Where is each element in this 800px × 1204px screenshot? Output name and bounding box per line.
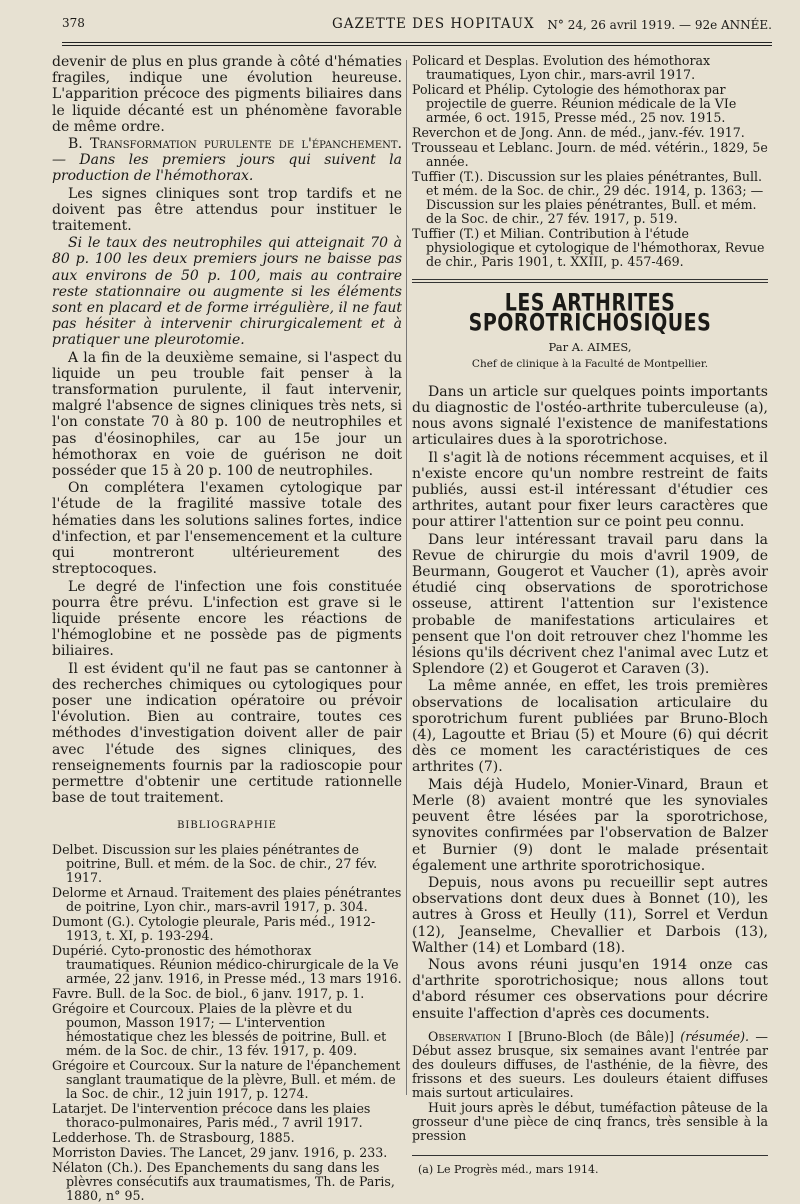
observation-note: (résumée).: [680, 1028, 750, 1044]
footnote: (a) Le Progrès méd., mars 1914.: [418, 1162, 599, 1176]
paragraph: La même année, en effet, les trois premières observations de localisation articulaire du sporotrichum furent publiées par Bruno-Bloch (4), Lagoutte et Briau (5) et Moure (6) qui décrit dès ce moment les caractéristiques de ces arthrites (7).: [412, 678, 768, 776]
section-rule: [412, 279, 768, 280]
bib-entry: Delbet. Discussion sur les plaies pénétrantes de poitrine, Bull. et mém. de la Soc. de chir., 27 fév. 1917.: [52, 841, 378, 885]
observation-text: Huit jours après le début, tuméfaction pâteuse de la grosseur d'une pièce de cinq francs, très sensible à la pression: [412, 1099, 768, 1143]
column-divider: [406, 60, 407, 1095]
paragraph: Il est évident qu'il ne faut pas se cantonner à des recherches chimiques ou cytologiques pour poser une indication opératoire ou prévoir l'évolution. Bien au contraire, toutes ces méthodes d'investigation doivent aller de pair avec l'étude des signes cliniques, des renseignements fournis par la radioscopie pour permettre d'obtenir une certitude rationnelle base de tout traitement.: [52, 660, 402, 807]
footnote-rule: [412, 1155, 768, 1156]
observation: [412, 1030, 768, 1143]
observation-body: — Début assez brusque, six semaines avant l'entrée par des douleurs diffuses, de l'asthénie, de la fièvre, des frissons et des sueurs. Les douleurs étaient diffuses mais surtout articulaires.: [412, 1028, 768, 1100]
observation-text: [412, 1030, 768, 1100]
paragraph: [52, 235, 402, 348]
section-rule: [412, 282, 768, 283]
author-affiliation: Chef de clinique à la Faculté de Montpellier.: [471, 357, 709, 370]
bib-entry: Grégoire et Courcoux. Sur la nature de l'épanchement sanglant traumatique de la plèvre, Bull. et mém. de la Soc. de chir., 12 juin 1917, p. 1274.: [52, 1057, 401, 1101]
paragraph: Dans un article sur quelques points importants du diagnostic de l'ostéo-arthrite tuberculeuse (a), nous avons signalé l'existence de manifestations articulaires dues à la sporotrichose.: [412, 383, 768, 449]
bib-entry: Nélaton (Ch.). Des Epanchements du sang dans les plèvres consécutifs aux traumatismes, Th. de Paris, 1880, n° 95.: [52, 1159, 395, 1203]
bibliography-list: [52, 843, 402, 1203]
bib-entry: Latarjet. De l'intervention précoce dans les plaies thoraco-pulmonaires, Paris méd., 7 avril 1917.: [52, 1100, 371, 1130]
bib-entry: Reverchon et de Jong. Ann. de méd., janv.-fév. 1917.: [412, 125, 745, 140]
header-rule: [62, 42, 772, 46]
bibliography-list-continued: [412, 54, 768, 269]
page-header: [62, 14, 772, 36]
bib-entry: Dumont (G.). Cytologie pleurale, Paris méd., 1912-1913, t. XI, p. 193-294.: [52, 913, 376, 943]
paragraph: Nous avons réuni jusqu'en 1914 onze cas d'arthrite sporotrichosique; nous allons tout d'abord résumer ces observations pour décrire ensuite l'affection d'après ces documents.: [412, 956, 768, 1022]
section-label: B. Transformation purulente de l'épanchement.: [68, 136, 402, 153]
bib-entry: Grégoire et Courcoux. Plaies de la plèvre et du poumon, Masson 1917; — L'intervention hémostatique chez les blessés de poitrine, Bull. et mém. de la Soc. de chir., 13 fév. 1917, p. 409.: [52, 1000, 387, 1058]
paragraph: Mais déjà Hudelo, Monier-Vinard, Braun et Merle (8) avaient montré que les synoviales peuvent être lésées par la sporotrichose, synovites confirmées par l'observation de Balzer et Burnier (9) dont le malade présentait également une arthrite sporotrichosique.: [412, 776, 768, 874]
journal-title: GAZETTE DES HOPITAUX: [332, 16, 535, 32]
bib-entry: Favre. Bull. de la Soc. de biol., 6 janv. 1917, p. 1.: [52, 985, 365, 1001]
issue-info: N° 24, 26 avril 1919. — 92e ANNÉE.: [547, 18, 772, 32]
bib-entry: Policard et Phélip. Cytologie des hémothorax par projectile de guerre. Réunion médicale de la VIe armée, 6 oct. 1915, Presse méd., 25 nov. 1915.: [412, 82, 737, 125]
bib-entry: Delorme et Arnaud. Traitement des plaies pénétrantes de poitrine, Lyon chir., mars-avril 1917, p. 304.: [52, 884, 402, 914]
right-column: [412, 54, 768, 1178]
paragraph: A la fin de la deuxième semaine, si l'aspect du liquide un peu trouble fait penser à la transformation purulente, il faut intervenir, malgré l'absence de signes cliniques très nets, si l'on constate 70 à 80 p. 100 de neutrophiles et pas d'éosinophiles, car au 15e jour un hémothorax en voie de guérison ne doit posséder que 15 à 20 p. 100 de neutrophiles.: [52, 349, 402, 480]
article-title: LES ARTHRITES SPOROTRICHOSIQUES: [468, 289, 712, 337]
page-number: 378: [62, 16, 85, 30]
paragraph: Dans leur intéressant travail paru dans la Revue de chirurgie du mois d'avril 1909, de Beurmann, Gougerot et Vaucher (1), après avoir étudié cinq observations de sporotrichose osseuse, attirent l'attention sur l'existence probable de manifestations articulaires et pensent que l'on doit retrouver chez l'homme les lésions qu'ils décrivent chez l'animal avec Lutz et Splendore (2) et Gougerot et Caraven (3).: [412, 531, 768, 678]
bib-entry: Dupérié. Cyto-pronostic des hémothorax traumatiques. Réunion médico-chirurgicale de la Ve armée, 22 janv. 1916, in Presse méd., 13 mars 1916.: [52, 942, 402, 986]
italic-text: Si le taux des neutrophiles qui atteignait 70 à 80 p. 100 les deux premiers jours ne baisse pas aux environs de 50 p. 100, mais au contraire reste stationnaire ou augmente si les éléments sont en placard et de forme irrégulière, il ne faut pas hésiter à intervenir chirurgicalement et à pratiquer une pleurotomie.: [52, 235, 402, 349]
section-subtitle: — Dans les premiers jours qui suivent la production de l'hémothorax.: [52, 152, 402, 185]
bibliography-title: BIBLIOGRAPHIE: [177, 820, 277, 832]
paragraph: devenir de plus en plus grande à côté d'hématies fragiles, indique une évolution heureuse. L'apparition précoce des pigments biliaires dans le liquide décanté est un phénomène favorable de même ordre.: [52, 54, 402, 135]
bib-entry: Trousseau et Leblanc. Journ. de méd. vétérin., 1829, 5e année.: [412, 140, 768, 169]
section-heading: [52, 136, 402, 185]
bib-entry: Ledderhose. Th. de Strasbourg, 1885.: [52, 1129, 295, 1145]
observation-source: [Bruno-Bloch (de Bâle)]: [518, 1028, 674, 1044]
bib-entry: Tuffier (T.) et Milian. Contribution à l'étude physiologique et cytologique de l'hémothorax, Revue de chir., Paris 1901, t. XXIII, p. 457-469.: [412, 226, 765, 269]
paragraph: Les signes cliniques sont trop tardifs et ne doivent pas être attendus pour instituer le traitement.: [52, 185, 402, 235]
bib-entry: Morriston Davies. The Lancet, 29 janv. 1916, p. 233.: [52, 1144, 388, 1160]
paragraph: Le degré de l'infection une fois constituée pourra être prévu. L'infection est grave si le liquide présente encore les réactions de l'hémoglobine et ne possède pas de pigments biliaires.: [52, 578, 402, 660]
bib-entry: Policard et Desplas. Evolution des hémothorax traumatiques, Lyon chir., mars-avril 1917.: [412, 53, 711, 82]
article-author: Par A. AIMES,: [548, 340, 632, 355]
bib-entry: Tuffier (T.). Discussion sur les plaies pénétrantes, Bull. et mém. de la Soc. de chir., 29 déc. 1914, p. 1363; — Discussion sur les plaies pénétrantes, Bull. et mém. de la Soc. de chir., 27 fév. 1917, p. 519.: [412, 169, 764, 226]
left-column: [52, 54, 402, 1204]
paragraph: Depuis, nous avons pu recueillir sept autres observations dont deux dues à Bonnet (10), les autres à Gross et Heully (11), Sorrel et Verdun (12), Jeanselme, Chevallier et Darbois (13), Walther (14) et Lombard (18).: [412, 874, 768, 956]
paragraph: Il s'agit là de notions récemment acquises, et il n'existe encore qu'un nombre restreint de faits publiés, aussi est-il intéressant d'étudier ces arthrites, autant pour fixer leurs caractères que pour attirer l'attention sur ce point peu connu.: [412, 449, 768, 531]
observation-label: Observation I: [428, 1028, 513, 1044]
paragraph: On complétera l'examen cytologique par l'étude de la fragilité massive totale des hématies dans les solutions salines fortes, indice d'infection, et par l'ensemencement et la culture qui montreront ultérieurement des streptocoques.: [52, 480, 402, 578]
